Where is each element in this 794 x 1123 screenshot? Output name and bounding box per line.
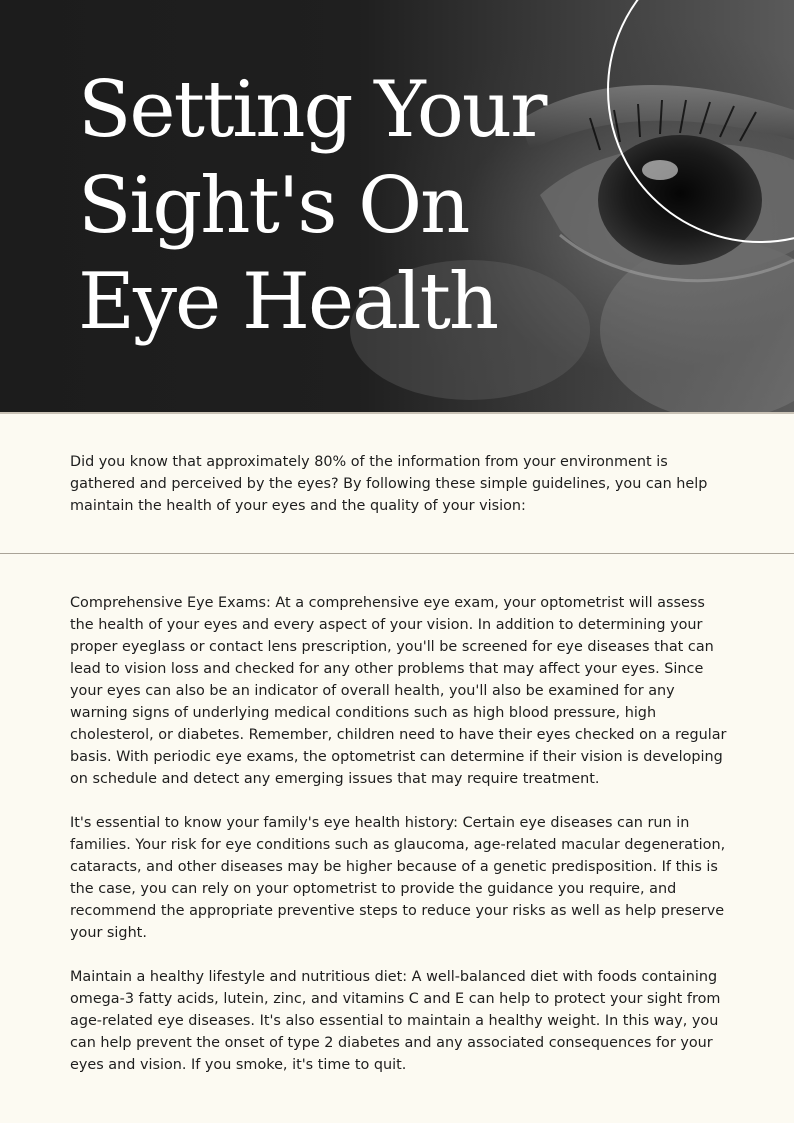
section-divider (0, 553, 794, 554)
intro-paragraph: Did you know that approximately 80% of the information from your environment is gathered and perceived by the eyes? By following these simple guidelines, you can help maintain the health of your eyes and the quality of your vision: (70, 454, 708, 514)
paragraph-family-history: It's essential to know your family's eye health history: Certain eye diseases can run in families. Your risk for eye conditions such as glaucoma, age-related macular degeneration, cataracts, and other diseases may be higher because of a genetic predisposition. If this is the case, you can rely on your optometrist to provide the guidance you require, and recommend the appropriate preventive steps to reduce your risks as well as help preserve your sight. (70, 815, 726, 941)
hero-divider (0, 412, 794, 414)
hero-banner (0, 0, 794, 412)
article-body (70, 592, 730, 1098)
paragraph-healthy-lifestyle: Maintain a healthy lifestyle and nutritious diet: A well-balanced diet with foods containing omega-3 fatty acids, lutein, zinc, and vitamins C and E can help to protect your sight from age-related eye diseases. It's also essential to maintain a healthy weight. In this way, you can help prevent the onset of type 2 diabetes and any associated consequences for your eyes and vision. If you smoke, it's time to quit. (70, 969, 721, 1073)
paragraph-eye-exams: Comprehensive Eye Exams: At a comprehensive eye exam, your optometrist will assess the health of your eyes and every aspect of your vision. In addition to determining your proper eyeglass or contact lens prescription, you'll be screened for eye diseases that can lead to vision loss and checked for any other problems that may affect your eyes. Since your eyes can also be an indicator of overall health, you'll also be examined for any warning signs of underlying medical conditions such as high blood pressure, high cholesterol, or diabetes. Remember, children need to have their eyes checked on a regular basis. With periodic eye exams, the optometrist can determine if their vision is developing on schedule and detect any emerging issues that may require treatment. (70, 595, 727, 787)
page-title: Setting Your Sight's On Eye Health (78, 65, 546, 347)
